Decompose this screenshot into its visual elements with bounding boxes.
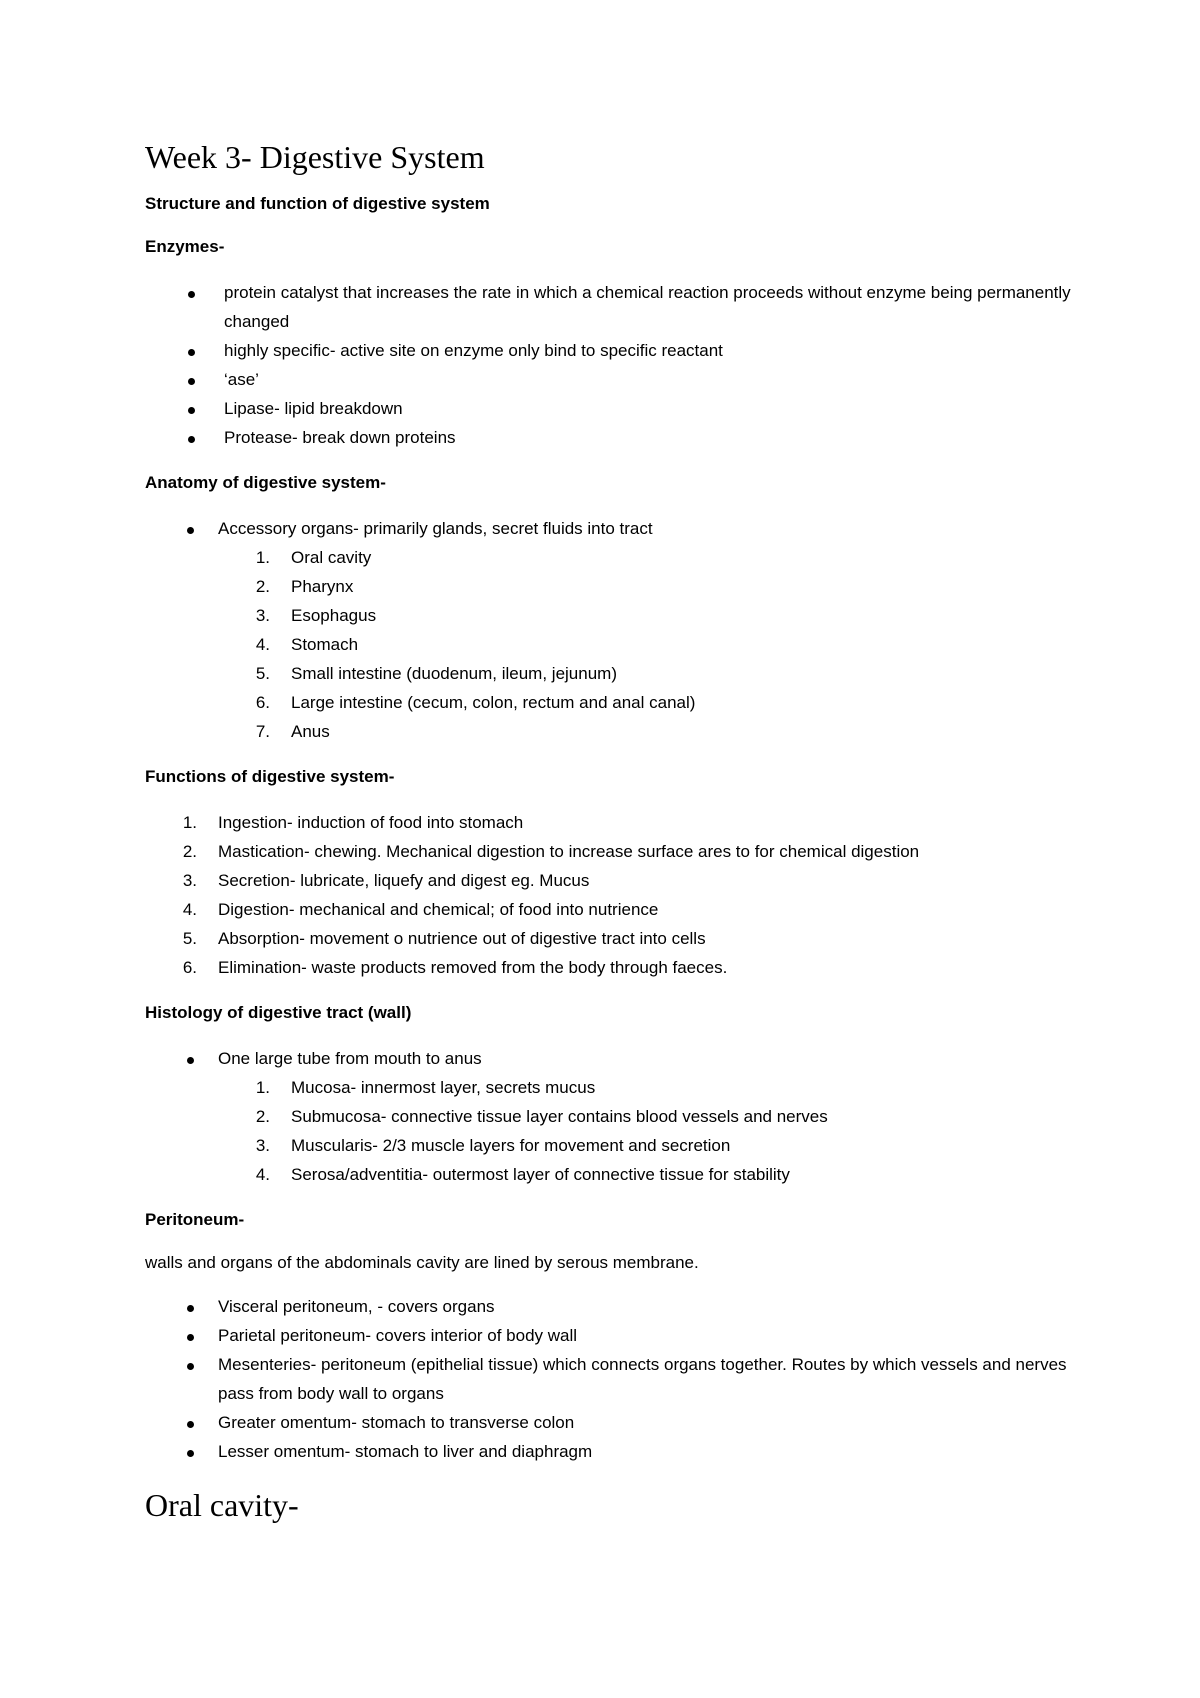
bullet-icon <box>188 378 195 385</box>
list-item: 2. Pharynx <box>255 577 354 596</box>
list-item: highly specific- active site on enzyme only bind to specific reactant <box>145 336 1095 365</box>
bullet-icon <box>187 1057 194 1064</box>
enzymes-heading: Enzymes- <box>145 237 225 256</box>
bullet-icon <box>187 1450 194 1457</box>
list-item: 6. Large intestine (cecum, colon, rectum and anal canal) <box>255 693 696 712</box>
document-title: Week 3- Digestive System <box>145 139 485 175</box>
list-item: Lipase- lipid breakdown <box>145 394 1095 423</box>
histology-list <box>145 1044 1095 1073</box>
list-item: Lesser omentum- stomach to liver and diaphragm <box>145 1437 1095 1466</box>
list-item: 3. Secretion- lubricate, liquefy and digest eg. Mucus <box>182 871 590 890</box>
functions-list <box>145 808 1095 982</box>
list-item: Visceral peritoneum, - covers organs <box>145 1292 1095 1321</box>
list-item: 1. Oral cavity <box>255 548 372 567</box>
anatomy-organ-list <box>145 543 1095 746</box>
bullet-icon <box>188 407 195 414</box>
list-item: Mesenteries- peritoneum (epithelial tissue) which connects organs together. Routes by which vessels and nerves pass from body wall to organs <box>145 1350 1095 1408</box>
enzymes-list <box>145 278 1095 452</box>
bullet-icon <box>188 291 195 298</box>
list-item: 2. Submucosa- connective tissue layer contains blood vessels and nerves <box>255 1107 828 1126</box>
functions-heading: Functions of digestive system- <box>145 767 395 786</box>
list-item: 2. Mastication- chewing. Mechanical digestion to increase surface ares to for chemical digestion <box>182 842 920 861</box>
list-item: 4. Serosa/adventitia- outermost layer of connective tissue for stability <box>255 1165 790 1184</box>
list-item: 3. Muscularis- 2/3 muscle layers for movement and secretion <box>255 1136 731 1155</box>
list-item: 1. Mucosa- innermost layer, secrets mucus <box>255 1078 596 1097</box>
document-page <box>145 138 1095 1524</box>
histology-heading: Histology of digestive tract (wall) <box>145 1003 412 1022</box>
list-item: 1. Ingestion- induction of food into stomach <box>182 813 524 832</box>
list-item: Accessory organs- primarily glands, secret fluids into tract <box>145 514 1095 543</box>
oral-cavity-heading: Oral cavity- <box>145 1487 299 1523</box>
section-subtitle: Structure and function of digestive system <box>145 194 490 213</box>
list-item: Protease- break down proteins <box>145 423 1095 452</box>
list-item: ‘ase’ <box>145 365 1095 394</box>
bullet-icon <box>187 527 194 534</box>
bullet-icon <box>188 436 195 443</box>
bullet-icon <box>187 1305 194 1312</box>
list-item: 4. Digestion- mechanical and chemical; of food into nutrience <box>182 900 659 919</box>
bullet-icon <box>187 1334 194 1341</box>
peritoneum-heading: Peritoneum- <box>145 1210 245 1229</box>
bullet-icon <box>188 349 195 356</box>
peritoneum-intro: walls and organs of the abdominals cavity are lined by serous membrane. <box>145 1253 699 1272</box>
anatomy-list <box>145 514 1095 543</box>
list-item: 3. Esophagus <box>255 606 377 625</box>
list-item: 7. Anus <box>255 722 330 741</box>
list-item: 5. Absorption- movement o nutrience out of digestive tract into cells <box>182 929 706 948</box>
list-item: One large tube from mouth to anus <box>145 1044 1095 1073</box>
anatomy-heading: Anatomy of digestive system- <box>145 473 386 492</box>
list-item: Parietal peritoneum- covers interior of body wall <box>145 1321 1095 1350</box>
list-item: 5. Small intestine (duodenum, ileum, jejunum) <box>255 664 617 683</box>
list-item: protein catalyst that increases the rate in which a chemical reaction proceeds without enzyme being permanently changed <box>145 278 1095 336</box>
bullet-icon <box>187 1421 194 1428</box>
histology-layer-list <box>145 1073 1095 1189</box>
list-item: Greater omentum- stomach to transverse colon <box>145 1408 1095 1437</box>
list-item: 4. Stomach <box>255 635 359 654</box>
bullet-icon <box>187 1363 194 1370</box>
list-item: 6. Elimination- waste products removed from the body through faeces. <box>182 958 728 977</box>
peritoneum-list <box>145 1292 1095 1466</box>
